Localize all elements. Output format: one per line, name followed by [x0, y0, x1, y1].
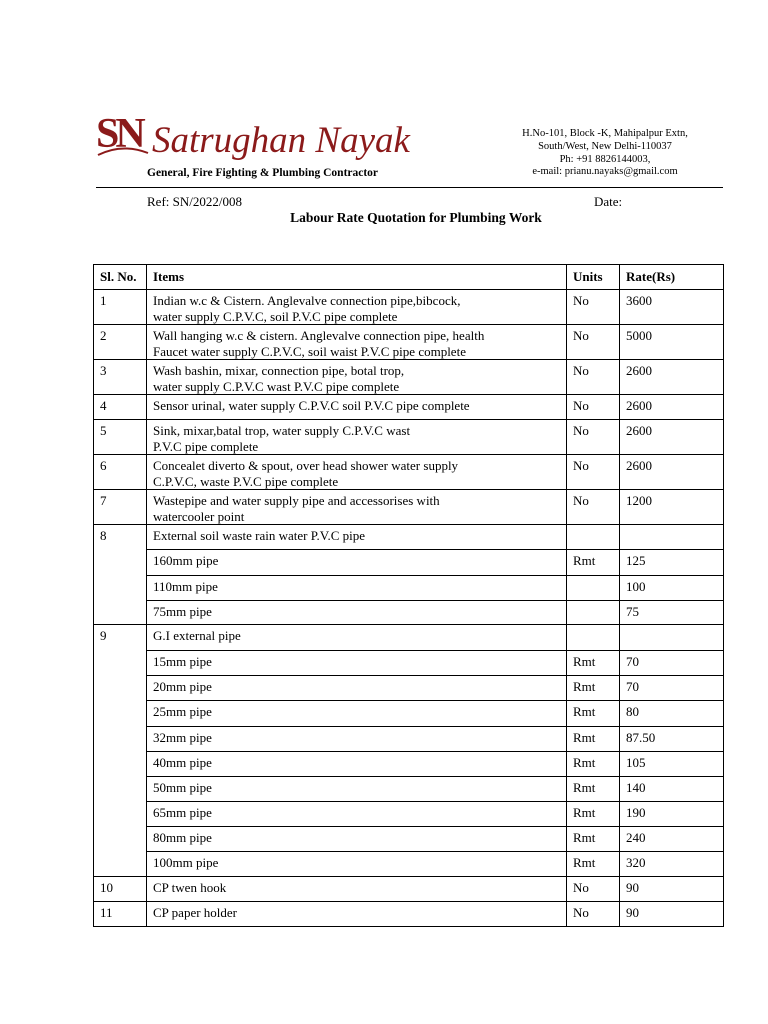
table-row — [94, 420, 724, 455]
sl-no-cell: 7 — [94, 490, 147, 525]
unit-cell: Rmt — [567, 802, 620, 827]
rate-cell: 320 — [620, 852, 724, 877]
reference-number: Ref: SN/2022/008 — [147, 194, 242, 209]
sl-no-cell — [94, 852, 147, 877]
sl-no-cell: 9 — [94, 625, 147, 651]
unit-cell: No — [567, 360, 620, 395]
header-units: Units — [567, 265, 620, 290]
table-body — [94, 290, 724, 927]
unit-cell — [567, 625, 620, 651]
unit-cell: Rmt — [567, 676, 620, 701]
rate-cell: 125 — [620, 550, 724, 576]
address-line: South/West, New Delhi-110037 — [538, 140, 672, 152]
header-sl-no: Sl. No. — [94, 265, 147, 290]
unit-cell — [567, 576, 620, 601]
rate-cell: 70 — [620, 676, 724, 701]
table-row — [94, 877, 724, 902]
sl-no-cell: 3 — [94, 360, 147, 395]
unit-cell: No — [567, 420, 620, 455]
unit-cell — [567, 525, 620, 550]
rate-cell — [620, 625, 724, 651]
phone-line: Ph: +91 8826144003, — [559, 153, 651, 165]
item-cell: 75mm pipe — [147, 601, 567, 625]
sl-no-cell: 4 — [94, 395, 147, 420]
item-cell: 80mm pipe — [147, 827, 567, 852]
item-cell: Sink, mixar,batal trop, water supply C.P.V.C wast P.V.C pipe complete — [147, 420, 567, 455]
rate-cell: 90 — [620, 902, 724, 927]
table-row — [94, 802, 724, 827]
table-row — [94, 752, 724, 777]
rate-cell: 100 — [620, 576, 724, 601]
item-cell: 40mm pipe — [147, 752, 567, 777]
rate-cell: 2600 — [620, 420, 724, 455]
table-row — [94, 777, 724, 802]
unit-cell: Rmt — [567, 777, 620, 802]
item-cell: CP twen hook — [147, 877, 567, 902]
sl-no-cell: 1 — [94, 290, 147, 325]
item-cell: G.I external pipe — [147, 625, 567, 651]
table-row — [94, 902, 724, 927]
address-line: H.No-101, Block -K, Mahipalpur Extn, — [522, 128, 688, 139]
rate-cell: 2600 — [620, 360, 724, 395]
table-row — [94, 576, 724, 601]
sl-no-cell: 2 — [94, 325, 147, 360]
sl-no-cell — [94, 701, 147, 727]
table-row — [94, 490, 724, 525]
unit-cell: No — [567, 877, 620, 902]
unit-cell: No — [567, 325, 620, 360]
table-row — [94, 360, 724, 395]
table-row — [94, 325, 724, 360]
item-cell: 20mm pipe — [147, 676, 567, 701]
header-rate: Rate(Rs) — [620, 265, 724, 290]
unit-cell: Rmt — [567, 550, 620, 576]
table-row — [94, 651, 724, 676]
sl-no-cell — [94, 576, 147, 601]
item-cell: Indian w.c & Cistern. Anglevalve connection pipe,bibcock, water supply C.P.V.C, soil P.V.C pipe complete — [147, 290, 567, 325]
company-tagline: General, Fire Fighting & Plumbing Contractor — [147, 167, 379, 179]
company-address — [500, 128, 710, 179]
rate-cell: 2600 — [620, 455, 724, 490]
rate-cell: 3600 — [620, 290, 724, 325]
unit-cell: No — [567, 490, 620, 525]
item-cell: 25mm pipe — [147, 701, 567, 727]
item-cell: 50mm pipe — [147, 777, 567, 802]
table-row — [94, 525, 724, 550]
rate-cell: 5000 — [620, 325, 724, 360]
unit-cell: No — [567, 395, 620, 420]
rate-cell: 140 — [620, 777, 724, 802]
item-cell: Wash bashin, mixar, connection pipe, botal trop, water supply C.P.V.C wast P.V.C pipe complete — [147, 360, 567, 395]
rate-cell: 70 — [620, 651, 724, 676]
unit-cell: Rmt — [567, 827, 620, 852]
rate-cell: 190 — [620, 802, 724, 827]
table-row — [94, 701, 724, 727]
unit-cell — [567, 601, 620, 625]
item-cell: 65mm pipe — [147, 802, 567, 827]
rate-cell: 80 — [620, 701, 724, 727]
unit-cell: Rmt — [567, 727, 620, 752]
item-cell: 100mm pipe — [147, 852, 567, 877]
rate-cell: 87.50 — [620, 727, 724, 752]
table-row — [94, 601, 724, 625]
sl-no-cell: 10 — [94, 877, 147, 902]
sl-no-cell — [94, 601, 147, 625]
sl-no-cell: 8 — [94, 525, 147, 550]
document-title: Labour Rate Quotation for Plumbing Work — [290, 210, 542, 225]
table-row — [94, 676, 724, 701]
company-logo — [96, 103, 150, 159]
table-row — [94, 395, 724, 420]
rate-cell: 2600 — [620, 395, 724, 420]
rate-cell: 75 — [620, 601, 724, 625]
sl-no-cell — [94, 550, 147, 576]
item-cell: External soil waste rain water P.V.C pipe — [147, 525, 567, 550]
unit-cell: Rmt — [567, 852, 620, 877]
table-row — [94, 625, 724, 651]
company-name: Satrughan Nayak — [152, 120, 410, 161]
item-cell: 160mm pipe — [147, 550, 567, 576]
item-cell: CP paper holder — [147, 902, 567, 927]
rate-cell: 90 — [620, 877, 724, 902]
sl-no-cell — [94, 777, 147, 802]
quotation-table — [93, 264, 724, 927]
item-cell: 32mm pipe — [147, 727, 567, 752]
sl-no-cell — [94, 752, 147, 777]
rate-cell: 1200 — [620, 490, 724, 525]
table-row — [94, 727, 724, 752]
rate-cell: 240 — [620, 827, 724, 852]
table-row — [94, 852, 724, 877]
unit-cell: Rmt — [567, 752, 620, 777]
item-cell: Concealet diverto & spout, over head shower water supply C.P.V.C, waste P.V.C pipe complete — [147, 455, 567, 490]
sl-no-cell — [94, 727, 147, 752]
unit-cell: No — [567, 902, 620, 927]
unit-cell: Rmt — [567, 701, 620, 727]
unit-cell: No — [567, 290, 620, 325]
sl-no-cell — [94, 651, 147, 676]
sl-no-cell: 11 — [94, 902, 147, 927]
sl-no-cell: 5 — [94, 420, 147, 455]
unit-cell: Rmt — [567, 651, 620, 676]
table-header-row — [94, 265, 724, 290]
item-cell: Sensor urinal, water supply C.P.V.C soil P.V.C pipe complete — [147, 395, 567, 420]
item-cell: 110mm pipe — [147, 576, 567, 601]
table-row — [94, 550, 724, 576]
sl-no-cell — [94, 827, 147, 852]
rate-cell: 105 — [620, 752, 724, 777]
table-row — [94, 827, 724, 852]
header-divider — [96, 187, 723, 188]
unit-cell: No — [567, 455, 620, 490]
sl-no-cell: 6 — [94, 455, 147, 490]
sl-no-cell — [94, 676, 147, 701]
header-items: Items — [147, 265, 567, 290]
table-row — [94, 290, 724, 325]
table-row — [94, 455, 724, 490]
date-label: Date: — [594, 194, 623, 209]
logo-text: SN — [96, 111, 142, 157]
item-cell: Wastepipe and water supply pipe and accessorises with watercooler point — [147, 490, 567, 525]
item-cell: 15mm pipe — [147, 651, 567, 676]
sl-no-cell — [94, 802, 147, 827]
item-cell: Wall hanging w.c & cistern. Anglevalve connection pipe, health Faucet water supply C.P.V.C, soil waist P.V.C pipe complete — [147, 325, 567, 360]
rate-cell — [620, 525, 724, 550]
email-line: e-mail: prianu.nayaks@gmail.com — [532, 166, 678, 178]
